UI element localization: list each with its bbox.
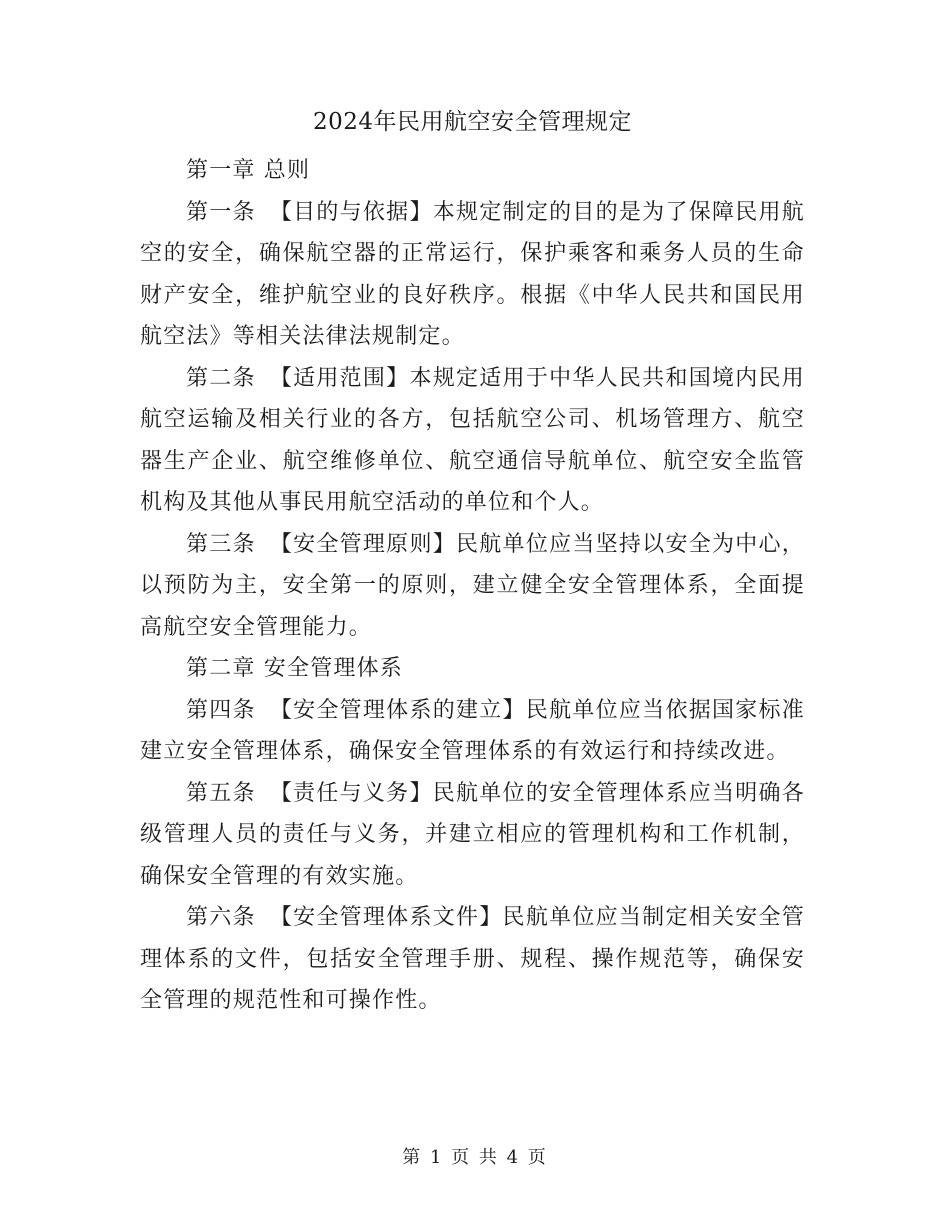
- article-paragraph: [140, 897, 805, 1022]
- article-paragraph: [140, 192, 805, 358]
- article-number: 第三条: [186, 531, 256, 557]
- article-text: 【安全管理体系的建立】民航单位应当依据国家标准建立安全管理体系，确保安全管理体系的有效运行和持续改进。: [140, 697, 805, 764]
- chapter-heading: 第一章 总则: [186, 158, 311, 183]
- article-number: 第二条: [186, 365, 256, 391]
- article-text: 【安全管理原则】民航单位应当坚持以安全为中心，以预防为主，安全第一的原则，建立健全安全管理体系，全面提高航空安全管理能力。: [140, 531, 805, 640]
- article-text: 【目的与依据】本规定制定的目的是为了保障民用航空的安全，确保航空器的正常运行，保护乘客和乘务人员的生命财产安全，维护航空业的良好秩序。根据《中华人民共和国民用航空法》等相关法律法规制定。: [140, 199, 805, 349]
- article-paragraph: [140, 773, 805, 898]
- article-number: 第四条: [186, 697, 256, 723]
- article-number: 第五条: [186, 780, 256, 806]
- article-text: 【适用范围】本规定适用于中华人民共和国境内民用航空运输及相关行业的各方，包括航空公司、机场管理方、航空器生产企业、航空维修单位、航空通信导航单位、航空安全监管机构及其他从事民用航空活动的单位和个人。: [140, 365, 805, 515]
- article-paragraph: [140, 690, 805, 773]
- article-number: 第一条: [186, 199, 256, 225]
- document-body: [140, 102, 805, 1022]
- article-number: 第六条: [186, 905, 256, 930]
- page-number-footer: 第 1 页 共 4 页: [402, 1147, 548, 1168]
- article-text: 【安全管理体系文件】民航单位应当制定相关安全管理体系的文件，包括安全管理手册、规程、操作规范等，确保安全管理的规范性和可操作性。: [140, 905, 805, 1013]
- article-paragraph: [140, 358, 805, 524]
- article-text: 【责任与义务】民航单位的安全管理体系应当明确各级管理人员的责任与义务，并建立相应的管理机构和工作机制，确保安全管理的有效实施。: [140, 780, 805, 889]
- article-paragraph: [140, 524, 805, 649]
- chapter-heading: 第二章 安全管理体系: [186, 656, 403, 681]
- document-title: 2024年民用航空安全管理规定: [312, 109, 633, 135]
